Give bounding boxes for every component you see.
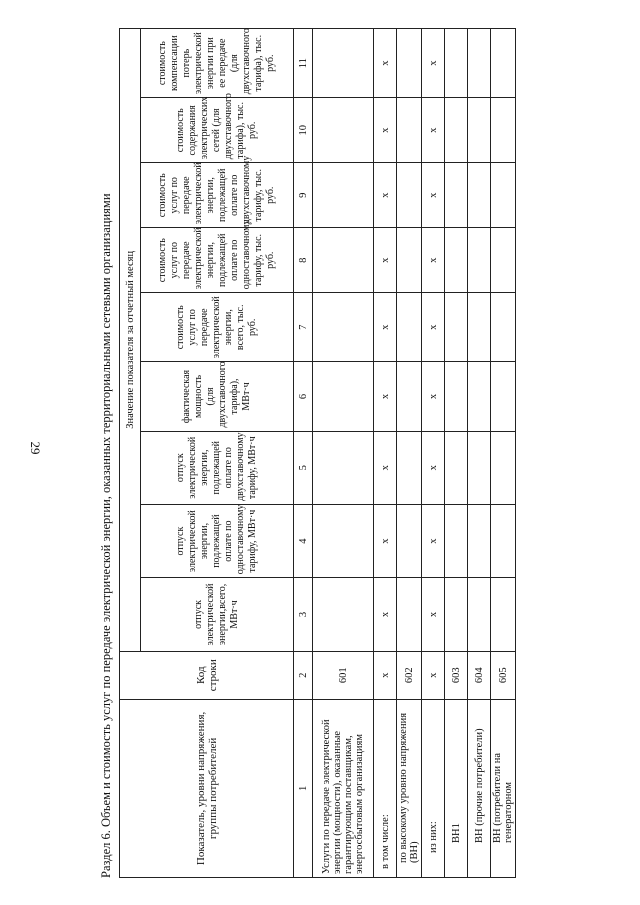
value-cell[interactable] [491,504,516,577]
col-number: 8 [294,228,313,293]
row-code: x [422,651,445,699]
value-cell[interactable] [397,504,422,577]
row-label: по высокому уровню напряжения (ВН) [397,699,422,877]
value-cell[interactable] [397,163,422,228]
value-cell[interactable] [468,362,491,431]
value-cell[interactable]: x [374,228,397,293]
col-number: 3 [294,578,313,651]
value-cell[interactable] [445,293,468,362]
value-cell[interactable] [397,362,422,431]
value-cell[interactable]: x [374,578,397,651]
section-title: Раздел 6. Объем и стоимость услуг по передаче электрической энергии, оказанных территориальными сетевыми организациями [99,193,113,878]
value-cell[interactable] [468,98,491,163]
value-cell[interactable] [445,228,468,293]
row-label: ВН (прочие потребители) [468,699,491,877]
value-cell[interactable]: x [422,98,445,163]
value-cell[interactable] [491,228,516,293]
row-code: 604 [468,651,491,699]
value-cell[interactable] [313,163,374,228]
row-label: ВН1 [445,699,468,877]
value-cell[interactable]: x [374,98,397,163]
value-cell[interactable] [445,29,468,98]
value-cell[interactable] [468,431,491,504]
header-col-4: отпуск электрической энергии, подлежащей оплате по одноставочному тарифу, МВт·ч [141,504,294,577]
value-cell[interactable] [445,578,468,651]
value-cell[interactable]: x [422,29,445,98]
value-cell[interactable] [468,163,491,228]
value-cell[interactable]: x [374,29,397,98]
table-row [422,29,445,878]
value-cell[interactable]: x [422,362,445,431]
header-col-10: стоимость содержания электрических сетей (для двухставочного тарифа), тыс. руб. [141,98,294,163]
header-col-6: фактическая мощность (для двухставочного тарифа), МВт·ч [141,362,294,431]
value-cell[interactable] [468,228,491,293]
header-indicator: Показатель, уровни напряжения, группы потребителей [120,699,294,877]
col-number: 9 [294,163,313,228]
value-cell[interactable] [491,29,516,98]
header-row-code: Код строки [120,651,294,699]
row-code: x [374,651,397,699]
value-cell[interactable] [445,504,468,577]
value-cell[interactable]: x [422,293,445,362]
value-cell[interactable] [468,29,491,98]
row-code: 605 [491,651,516,699]
value-cell[interactable] [313,29,374,98]
value-cell[interactable] [491,431,516,504]
value-cell[interactable] [491,362,516,431]
header-col-7: стоимость услуг по передаче электрической энергии, всего, тыс. руб. [141,293,294,362]
header-col-5: отпуск электрической энергии, подлежащей оплате по двухставочному тарифу, МВт·ч [141,431,294,504]
row-label: в том числе: [374,699,397,877]
value-cell[interactable] [313,504,374,577]
value-cell[interactable]: x [374,362,397,431]
value-cell[interactable] [491,578,516,651]
value-cell[interactable] [445,98,468,163]
row-code: 602 [397,651,422,699]
value-cell[interactable] [397,293,422,362]
value-cell[interactable] [445,163,468,228]
header-col-11: стоимость компенсации потерь электрической энергии при ее передаче (для двухставочного тарифа), тыс. руб. [141,29,294,98]
value-cell[interactable] [397,578,422,651]
row-code: 603 [445,651,468,699]
col-number: 7 [294,293,313,362]
value-cell[interactable] [445,362,468,431]
volume-cost-table [119,28,516,878]
value-cell[interactable] [468,504,491,577]
value-cell[interactable]: x [374,504,397,577]
col-number: 4 [294,504,313,577]
col-number: 2 [294,651,313,699]
column-numbers-row [294,29,313,878]
value-cell[interactable]: x [422,504,445,577]
value-cell[interactable] [313,293,374,362]
value-cell[interactable] [491,98,516,163]
value-cell[interactable] [397,29,422,98]
row-code: 601 [313,651,374,699]
value-cell[interactable] [397,431,422,504]
table-row [313,29,374,878]
rotated-page-content [95,28,585,878]
value-cell[interactable] [313,431,374,504]
row-label: Услуги по передаче электрической энергии (мощности), оказанные гарантирующим поставщикам, энергосбытовым организациям [313,699,374,877]
row-label: ВН (потребители на генераторном [491,699,516,877]
header-col-8: стоимость услуг по передаче электрической энергии, подлежащей оплате по одноставочному тарифу, тыс. руб. [141,228,294,293]
value-cell[interactable] [491,163,516,228]
value-cell[interactable]: x [374,431,397,504]
value-cell[interactable] [313,98,374,163]
value-cell[interactable] [445,431,468,504]
col-number: 10 [294,98,313,163]
header-values-group: Значение показателя за отчетный месяц [120,29,141,652]
value-cell[interactable] [397,228,422,293]
value-cell[interactable] [313,362,374,431]
page-number: 29 [28,441,43,455]
header-col-3: отпуск электрической энергии,всего, МВт·ч [141,578,294,651]
value-cell[interactable]: x [422,431,445,504]
col-number: 6 [294,362,313,431]
table-row [491,29,516,878]
value-cell[interactable] [313,228,374,293]
value-cell[interactable] [491,293,516,362]
table-row [397,29,422,878]
value-cell[interactable]: x [422,163,445,228]
value-cell[interactable] [397,98,422,163]
col-number: 1 [294,699,313,877]
table-row [445,29,468,878]
header-col-9: стоимость услуг по передаче электрической энергии, подлежащей оплате по двухставочному тарифу, тыс. руб. [141,163,294,228]
table-row [374,29,397,878]
col-number: 5 [294,431,313,504]
row-label: из них: [422,699,445,877]
value-cell[interactable]: x [422,228,445,293]
value-cell[interactable] [313,578,374,651]
value-cell[interactable] [468,578,491,651]
value-cell[interactable]: x [374,163,397,228]
table-row [468,29,491,878]
value-cell[interactable]: x [374,293,397,362]
col-number: 11 [294,29,313,98]
table-body [313,29,516,878]
value-cell[interactable]: x [422,578,445,651]
value-cell[interactable] [468,293,491,362]
